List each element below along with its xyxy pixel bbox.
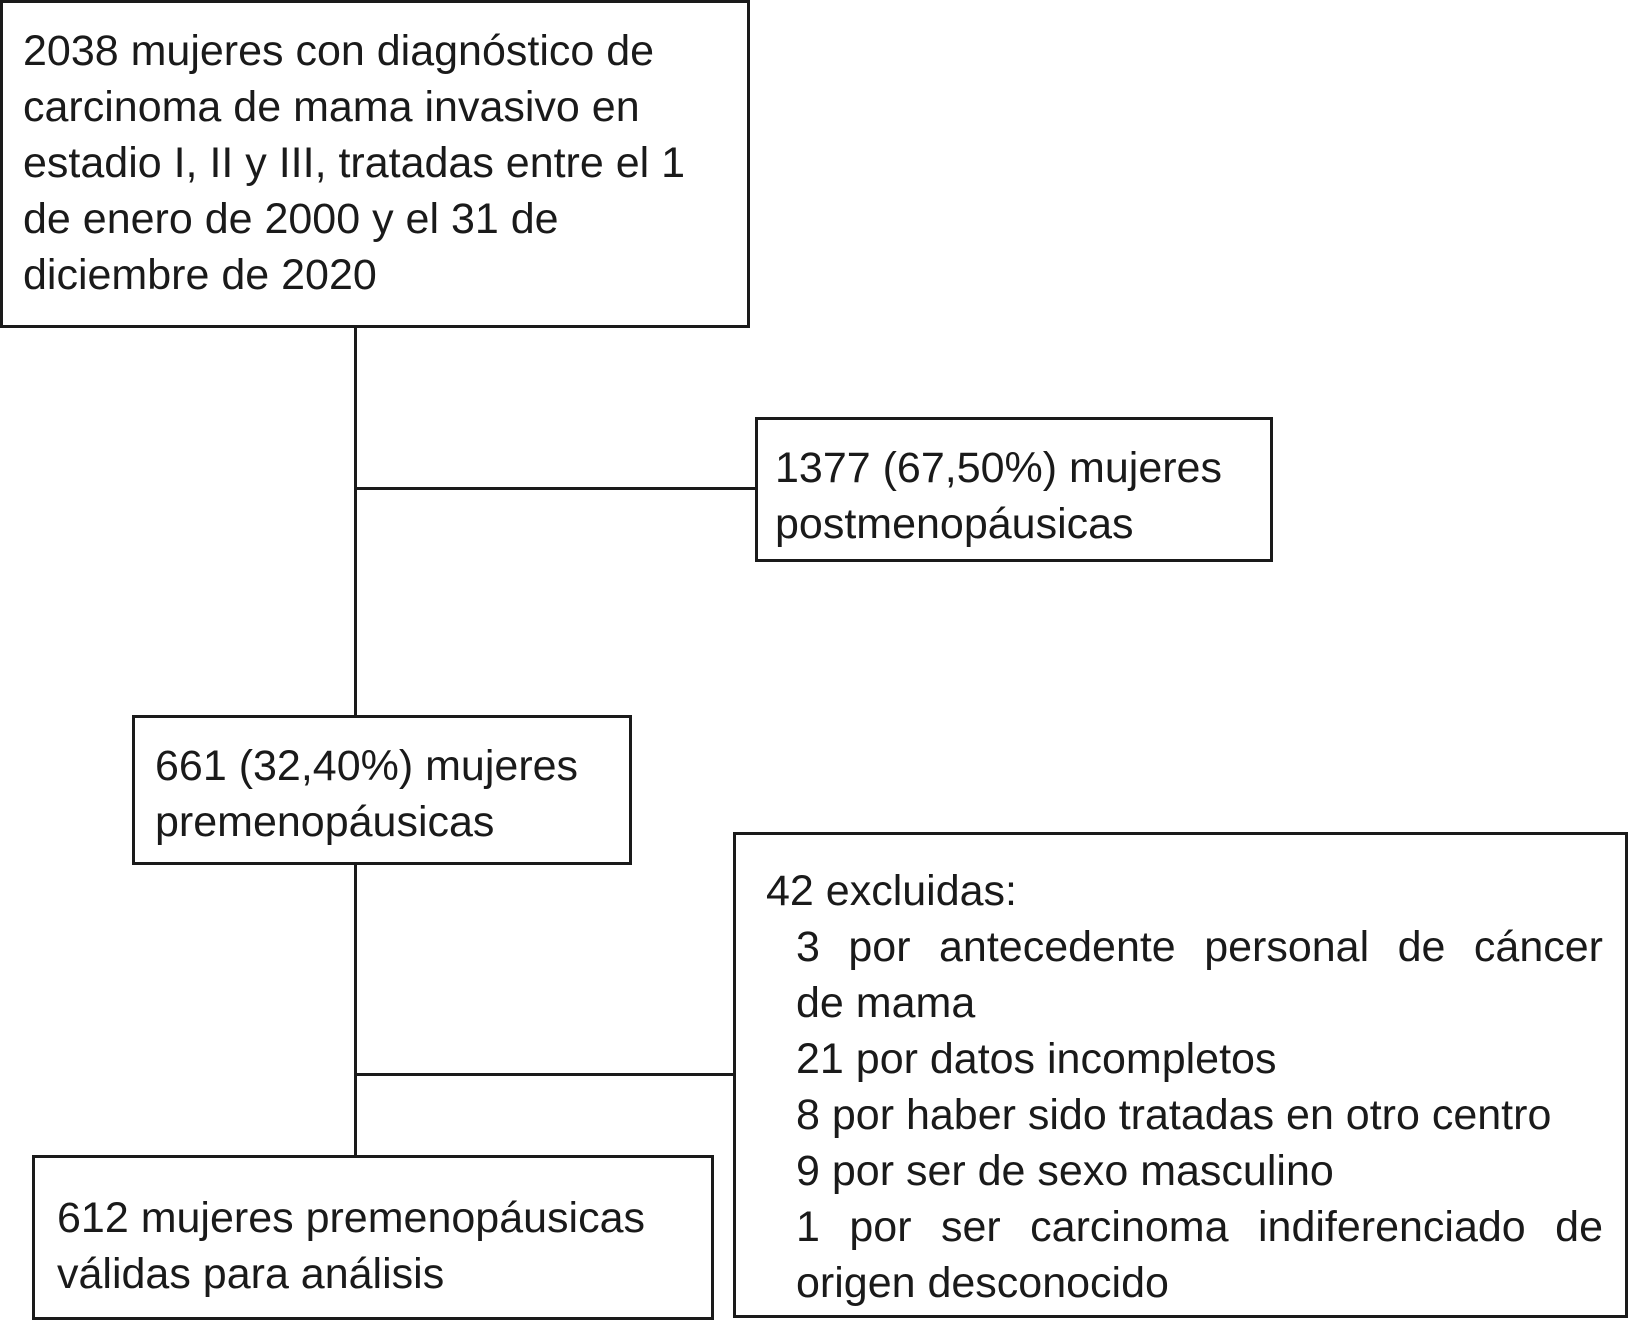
box-final-cohort (32, 1155, 714, 1320)
initial-line-5: diciembre de 2020 (23, 251, 377, 299)
excluded-item (796, 919, 1603, 1031)
excluded-item-1-line-2: de mama (796, 979, 976, 1027)
excluded-item (796, 1199, 1603, 1311)
postmenopausal-line-2: postmenopáusicas (775, 500, 1134, 548)
excluded-item (796, 1143, 1603, 1199)
initial-line-4: de enero de 2000 y el 31 de (23, 195, 559, 243)
excluded-item-2: 21 por datos incompletos (796, 1035, 1277, 1083)
excluded-item (796, 1087, 1603, 1143)
box-excluded (733, 832, 1628, 1318)
excluded-item-5-line-1: 1 por ser carcinoma indiferenciado de (796, 1203, 1603, 1251)
connector-main-top (354, 325, 357, 717)
initial-line-3: estadio I, II y III, tratadas entre el 1 (23, 139, 686, 187)
excluded-item-1-line-1: 3 por antecedente personal de cáncer (796, 923, 1603, 971)
premenopausal-line-1: 661 (32,40%) mujeres (155, 742, 579, 790)
premenopausal-line-2: premenopáusicas (155, 798, 495, 846)
final-line-2: válidas para análisis (57, 1250, 445, 1298)
connector-to-postmenopausal (354, 487, 757, 490)
connector-to-excluded (354, 1073, 735, 1076)
initial-line-1: 2038 mujeres con diagnóstico de (23, 27, 655, 75)
box-premenopausal (132, 715, 632, 865)
box-postmenopausal (755, 417, 1273, 562)
final-line-1: 612 mujeres premenopáusicas (57, 1194, 645, 1242)
box-initial-cohort (0, 0, 750, 328)
initial-line-2: carcinoma de mama invasivo en (23, 83, 640, 131)
excluded-item-3: 8 por haber sido tratadas en otro centro (796, 1091, 1552, 1139)
connector-main-bottom (354, 863, 357, 1157)
excluded-item-4: 9 por ser de sexo masculino (796, 1147, 1334, 1195)
excluded-heading: 42 excluidas: (766, 867, 1017, 915)
excluded-item (796, 1031, 1603, 1087)
postmenopausal-line-1: 1377 (67,50%) mujeres (775, 444, 1222, 492)
excluded-item-5-line-2: origen desconocido (796, 1259, 1169, 1307)
